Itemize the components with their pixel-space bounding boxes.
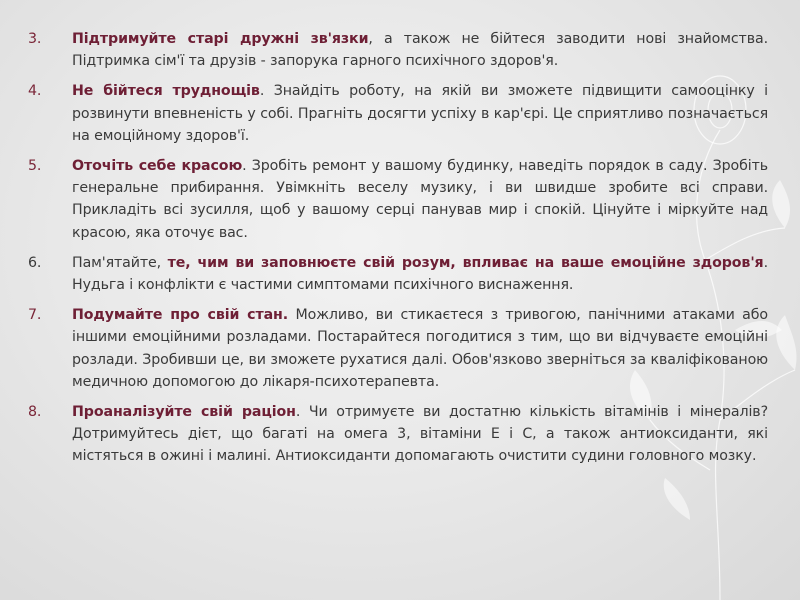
list-item: [28, 252, 768, 296]
item-body: . Чи отримуєте ви достатню кількість вітамінів і мінералів? Дотримуйтесь дієт, що багаті на омега 3, вітаміни Е і С, а також антиоксиданти, які містяться в ожині і малині. Антиоксиданти допомагають очистити судини головного мозку.: [72, 404, 768, 465]
item-text: [72, 155, 768, 244]
item-number: 6.: [28, 254, 42, 271]
item-body: , а також не бійтеся заводити нові знайомства. Підтримка сім'ї та друзів - запорука гарного психічного здоров'я.: [72, 31, 768, 70]
item-lead: Не бійтеся труднощів: [72, 83, 260, 100]
item-number: 4.: [28, 83, 42, 100]
list-item: [28, 304, 768, 393]
item-text: [72, 80, 768, 147]
item-number: 8.: [28, 404, 42, 421]
item-lead: Підтримуйте старі дружні зв'язки: [72, 31, 369, 47]
list-item: [28, 155, 768, 244]
item-lead: Проаналізуйте свій раціон: [72, 404, 296, 421]
item-lead: те, чим ви заповнюєте свій розум, впливає на ваше емоційне здоров'я: [167, 254, 764, 271]
item-number: 7.: [28, 307, 42, 324]
list-item: [28, 28, 768, 72]
item-body: . Знайдіть роботу, на якій ви зможете підвищити самооцінку і розвинути впевненість у собі. Прагніть досягти успіху в кар'єрі. Це сприятливо позначається на емоційному здоров'ї.: [72, 83, 768, 144]
item-prefix: Пам'ятайте,: [72, 254, 168, 271]
item-body: Можливо, ви стикаєтеся з тривогою, панічними атаками або іншими емоційними розладами. Постарайтеся погодитися з тим, що ви відчуваєте емоційні розлади. Зробивши це, ви зможете рухатися далі. Обов'язково зверніться за кваліфікованою медичною допомогою до лікаря-психотерапевта.: [72, 307, 768, 390]
list-item: [28, 401, 768, 468]
item-body: . Зробіть ремонт у вашому будинку, наведіть порядок в саду. Зробіть генеральне прибирання. Увімкніть веселу музику, і ви швидше зробите всі справи. Прикладіть всі зусилля, щоб у вашому серці панував мир і спокій. Цінуйте і міркуйте над красою, яка оточує вас.: [72, 158, 768, 241]
item-text: [72, 28, 768, 72]
item-lead: Оточіть себе красою: [72, 158, 243, 175]
item-number: 5.: [28, 158, 42, 175]
item-text: [72, 252, 768, 296]
item-lead: Подумайте про свій стан.: [72, 307, 289, 324]
list-item: [28, 80, 768, 147]
item-text: [72, 401, 768, 468]
item-body: . Нудьга і конфлікти є частими симптомами психічного виснаження.: [72, 254, 768, 294]
tips-list: [28, 28, 768, 476]
item-text: [72, 304, 768, 393]
item-number: 3.: [28, 31, 42, 47]
